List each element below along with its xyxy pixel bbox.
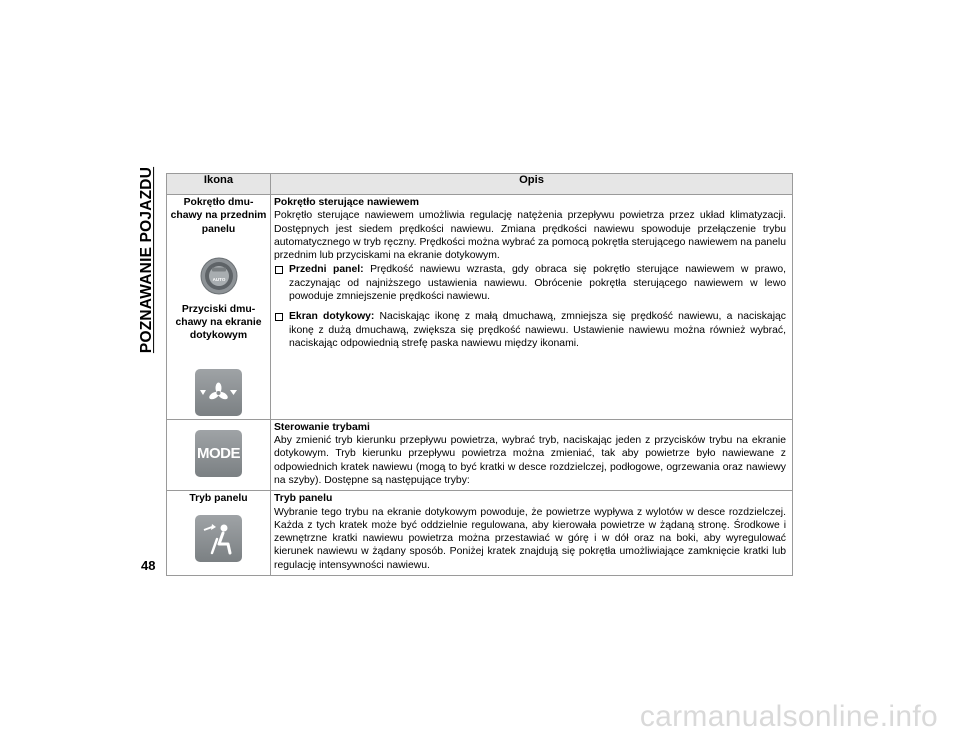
description-cell (271, 491, 793, 576)
row-body: Wybranie tego trybu na ekranie dotykowym powoduje, że powietrze wypływa z wylotów w desce rozdzielczej. Każda z tych kratek może być oddzielnie regulowana, aby kierowała powietrze w żądaną stronę. Środkowe i zewnętrzne kratki nawiewu powietrza można przestawiać w górę i w dół oraz na boki, aby wyregulować kierunek nawiewu w żądany sposób. Poniżej kratek znajdują się pokrętła umożliwiające zamknięcie kratki lub regulację intensywności nawiewu. (274, 506, 786, 571)
icon-label: Przyciski dmu-chawy na ekranie dotykowym (175, 303, 262, 342)
row-title: Pokrętło sterujące nawiewem (274, 197, 419, 208)
icon-cell (167, 195, 271, 420)
icon-cell (167, 419, 271, 490)
table-header-row (167, 174, 793, 195)
blower-knob-icon (200, 257, 238, 295)
description-cell (271, 195, 793, 420)
checkbox-bullet-icon (275, 313, 283, 321)
bullet-text: Naciskając ikonę z małą dmuchawą, zmniejsza się prędkość nawiewu, a naciskając ikonę z dużą dmuchawą, zwiększa się prędkość nawiewu. Ustawienie nawiewu można również wybrać, naciskając odpowiednią strefę paska nawiewu między ikonami. (289, 311, 786, 349)
panel-mode-icon (195, 515, 242, 562)
bullet-label: Przedni panel: (289, 264, 364, 276)
section-side-title-text: POZNAWANIE POJAZDU (138, 166, 156, 354)
icon-label: Pokrętło dmu-chawy na przednim panelu (170, 197, 267, 235)
list-item (274, 310, 786, 350)
mode-icon-label: MODE (197, 444, 240, 462)
blower-touchscreen-icon (195, 369, 242, 416)
icon-label: Tryb panelu (189, 493, 248, 505)
header-icon: Ikona (167, 174, 271, 195)
row-title: Sterowanie trybami (274, 421, 370, 433)
knob-auto-label: AUTO (212, 276, 225, 282)
table-row (167, 419, 793, 490)
header-description: Opis (271, 174, 793, 195)
row-body: Aby zmienić tryb kierunku przepływu powietrza, wybrać tryb, naciskając jeden z przycisków trybu na ekranie dotykowym. Tryb kierunku przepływu powietrza można zmieniać, tak aby powietrze było nawiewane z odpowiednich kratek nawiewu (mogą to być kratki w desce rozdzielczej, podłogowe, ogrzewania oraz nawiewy na szyby). Dostępne są następujące tryby: (274, 435, 786, 486)
row-title: Tryb panelu (274, 493, 333, 505)
bullet-text: Prędkość nawiewu wzrasta, gdy obraca się pokrętło sterujące nawiewem w prawo, zaczynając od najniższego ustawienia nawiewu. Obrócenie pokrętła sterującego nawiewem w lewo powoduje zmniejszenie prędkości nawiewu. (289, 264, 786, 303)
page-number: 48 (141, 558, 156, 573)
section-side-title (136, 166, 158, 354)
row-body: Pokrętło sterujące nawiewem umożliwia regulację natężenia przepływu powietrza przez układ klimatyzacji. Dostępnych jest siedem prędkości nawiewu. Zmiana prędkości nawiewu spowoduje przełączenie trybu automatycznego w tryb ręczny. Prędkości można wybrać za pomocą pokrętła sterującego nawiewem na panelu przednim lub przyciskami na ekranie dotykowym. (274, 210, 786, 262)
checkbox-bullet-icon (275, 266, 283, 274)
controls-table (166, 173, 793, 576)
mode-icon (195, 430, 242, 477)
watermark: carmanualsonline.info (639, 700, 938, 733)
table-row (167, 195, 793, 420)
list-item (274, 263, 786, 303)
description-cell (271, 419, 793, 490)
bullet-label: Ekran dotykowy: (289, 311, 375, 323)
icon-cell (167, 491, 271, 576)
table-row (167, 491, 793, 576)
